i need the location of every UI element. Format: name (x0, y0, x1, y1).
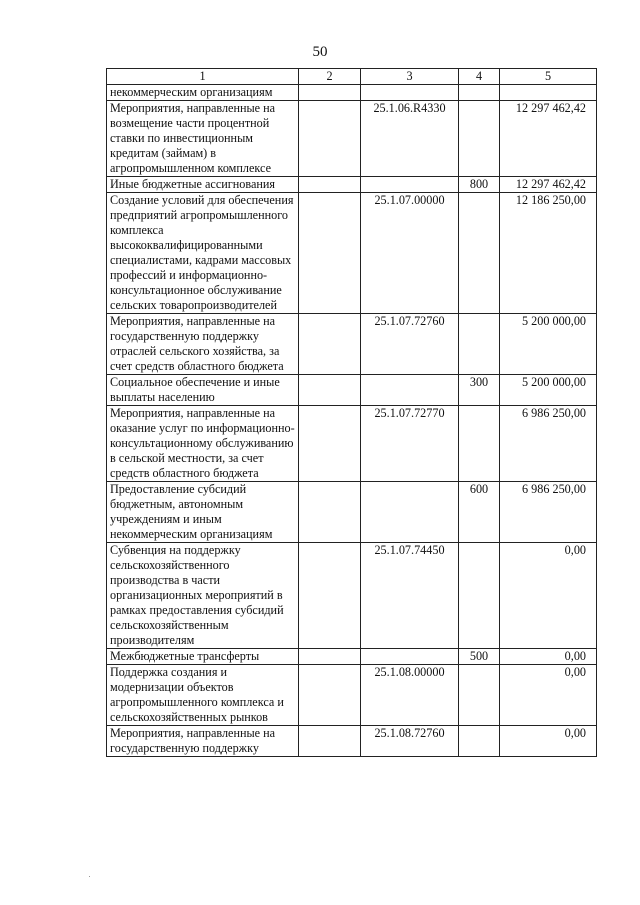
row-code3 (361, 85, 459, 101)
row-code4 (459, 726, 500, 757)
row-code4: 300 (459, 375, 500, 406)
column-header-5: 5 (500, 69, 597, 85)
table-row (107, 193, 597, 314)
row-amount: 0,00 (500, 543, 597, 649)
row-code2 (299, 665, 361, 726)
row-name: Социальное обеспечение и иные выплаты населению (107, 375, 299, 406)
row-code4 (459, 314, 500, 375)
row-name: Мероприятия, направленные на государственную поддержку (107, 726, 299, 757)
table-row (107, 85, 597, 101)
row-amount (500, 85, 597, 101)
row-code4: 500 (459, 649, 500, 665)
row-name: Создание условий для обеспечения предприятий агропромышленного комплекса высококвалифицированными специалистами, кадрами массовых профессий и информационно-консультационное обслуживание сельских товаропроизводителей (107, 193, 299, 314)
row-code4 (459, 543, 500, 649)
page-number: 50 (312, 44, 328, 60)
row-code4: 600 (459, 482, 500, 543)
row-code4 (459, 101, 500, 177)
row-code2 (299, 375, 361, 406)
row-code2 (299, 193, 361, 314)
row-code3: 25.1.08.72760 (361, 726, 459, 757)
row-code2 (299, 177, 361, 193)
row-code3: 25.1.08.00000 (361, 665, 459, 726)
row-code2 (299, 314, 361, 375)
table-row (107, 314, 597, 375)
table-row (107, 177, 597, 193)
row-code4 (459, 665, 500, 726)
row-code2 (299, 726, 361, 757)
row-name: Мероприятия, направленные на государственную поддержку отраслей сельского хозяйства, за счет средств областного бюджета (107, 314, 299, 375)
table-header-row (107, 69, 597, 85)
table-row (107, 726, 597, 757)
column-header-4: 4 (459, 69, 500, 85)
row-name: Мероприятия, направленные на оказание услуг по информационно-консультационному обслуживанию в сельской местности, за счет средств областного бюджета (107, 406, 299, 482)
row-amount: 12 297 462,42 (500, 177, 597, 193)
column-header-2: 2 (299, 69, 361, 85)
row-name: Межбюджетные трансферты (107, 649, 299, 665)
row-name: Иные бюджетные ассигнования (107, 177, 299, 193)
column-header-3: 3 (361, 69, 459, 85)
row-code3 (361, 177, 459, 193)
row-amount: 0,00 (500, 649, 597, 665)
row-code2 (299, 406, 361, 482)
row-amount: 0,00 (500, 726, 597, 757)
row-code4 (459, 193, 500, 314)
table-row (107, 101, 597, 177)
row-code2 (299, 482, 361, 543)
column-header-1: 1 (107, 69, 299, 85)
row-amount: 5 200 000,00 (500, 314, 597, 375)
row-code3 (361, 482, 459, 543)
row-amount: 5 200 000,00 (500, 375, 597, 406)
row-amount: 12 297 462,42 (500, 101, 597, 177)
row-code3: 25.1.07.72760 (361, 314, 459, 375)
row-code3: 25.1.07.72770 (361, 406, 459, 482)
row-code3 (361, 649, 459, 665)
row-code3: 25.1.06.R4330 (361, 101, 459, 177)
row-name: некоммерческим организациям (107, 85, 299, 101)
row-amount: 12 186 250,00 (500, 193, 597, 314)
table-row (107, 482, 597, 543)
table-row (107, 665, 597, 726)
table-row (107, 406, 597, 482)
row-name: Субвенция на поддержку сельскохозяйственного производства в части организационных мероприятий в рамках предоставления субсидий сельскохозяйственным производителям (107, 543, 299, 649)
row-code4 (459, 406, 500, 482)
row-code2 (299, 543, 361, 649)
row-amount: 0,00 (500, 665, 597, 726)
row-code3: 25.1.07.00000 (361, 193, 459, 314)
row-code2 (299, 85, 361, 101)
table-row (107, 649, 597, 665)
budget-table (106, 68, 597, 757)
row-code4 (459, 85, 500, 101)
row-code3 (361, 375, 459, 406)
row-name: Мероприятия, направленные на возмещение части процентной ставки по инвестиционным кредитам (займам) в агропромышленном комплексе (107, 101, 299, 177)
row-code4: 800 (459, 177, 500, 193)
row-name: Предоставление субсидий бюджетным, автономным учреждениям и иным некоммерческим организациям (107, 482, 299, 543)
row-amount: 6 986 250,00 (500, 482, 597, 543)
row-code2 (299, 101, 361, 177)
row-name: Поддержка создания и модернизации объектов агропромышленного комплекса и сельскохозяйственных рынков (107, 665, 299, 726)
scan-speck (89, 876, 90, 877)
row-code3: 25.1.07.74450 (361, 543, 459, 649)
row-amount: 6 986 250,00 (500, 406, 597, 482)
row-code2 (299, 649, 361, 665)
table-row (107, 543, 597, 649)
table-row (107, 375, 597, 406)
